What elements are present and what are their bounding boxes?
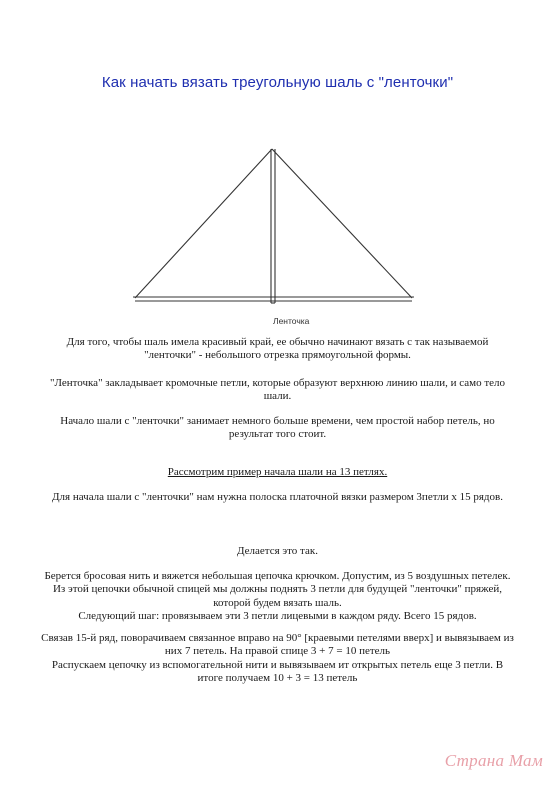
paragraph-example: Рассмотрим пример начала шали на 13 петлях. (167, 466, 388, 478)
paragraph-how: Делается это так. (237, 545, 318, 557)
paragraph-ribbon: "Ленточка" закладывает кромочные петли, которые образуют верхнюю линию шали, и само тело шали. (49, 377, 506, 403)
step-chain: Берется бросовая нить и вяжется небольшая цепочка крючком. Допустим, из 5 воздушных петелек. (44, 570, 511, 582)
ribbon-label: Ленточка (273, 316, 310, 326)
shawl-diagram (125, 140, 425, 330)
paragraph-intro: Для того, чтобы шаль имела красивый край, ее обычно начинают вязать с так называемой "ленточки" - небольшого отрезка прямоугольной формы. (66, 336, 489, 362)
paragraph-final (40, 632, 515, 686)
page-title: Как начать вязать треугольную шаль с "ленточки" (101, 74, 454, 91)
ribbon-strip (271, 149, 275, 303)
step-turn: Связав 15-й ряд, поворачиваем связанное вправо на 90° [краевыми петелями вверх] и вывязываем из них 7 петель. На правой спице 3 + 7 = 10 петель (41, 632, 514, 658)
step-knit: Следующий шаг: провязываем эти 3 петли лицевыми в каждом ряду. Всего 15 рядов. (78, 610, 477, 623)
paragraph-steps (40, 570, 515, 624)
step-unravel: Распускаем цепочку из вспомогательной нити и вывязываем ит открытых петель еще 3 петли. В итоге получаем 10 + 3 = 13 петель (51, 658, 504, 685)
step-pickup: Из этой цепочки обычной спицей мы должны поднять 3 петли для будущей "ленточки" пряжей, которой будем вязать шаль. (52, 583, 503, 609)
paragraph-start: Начало шали с "ленточки" занимает немного больше времени, чем простой набор петель, но результат того стоит. (60, 415, 495, 441)
shawl-triangle (133, 149, 414, 301)
watermark-logo: Страна Мам (444, 751, 543, 770)
paragraph-strip: Для начала шали с "ленточки" нам нужна полоска платочной вязки размером 3петли х 15 рядов. (52, 491, 503, 503)
